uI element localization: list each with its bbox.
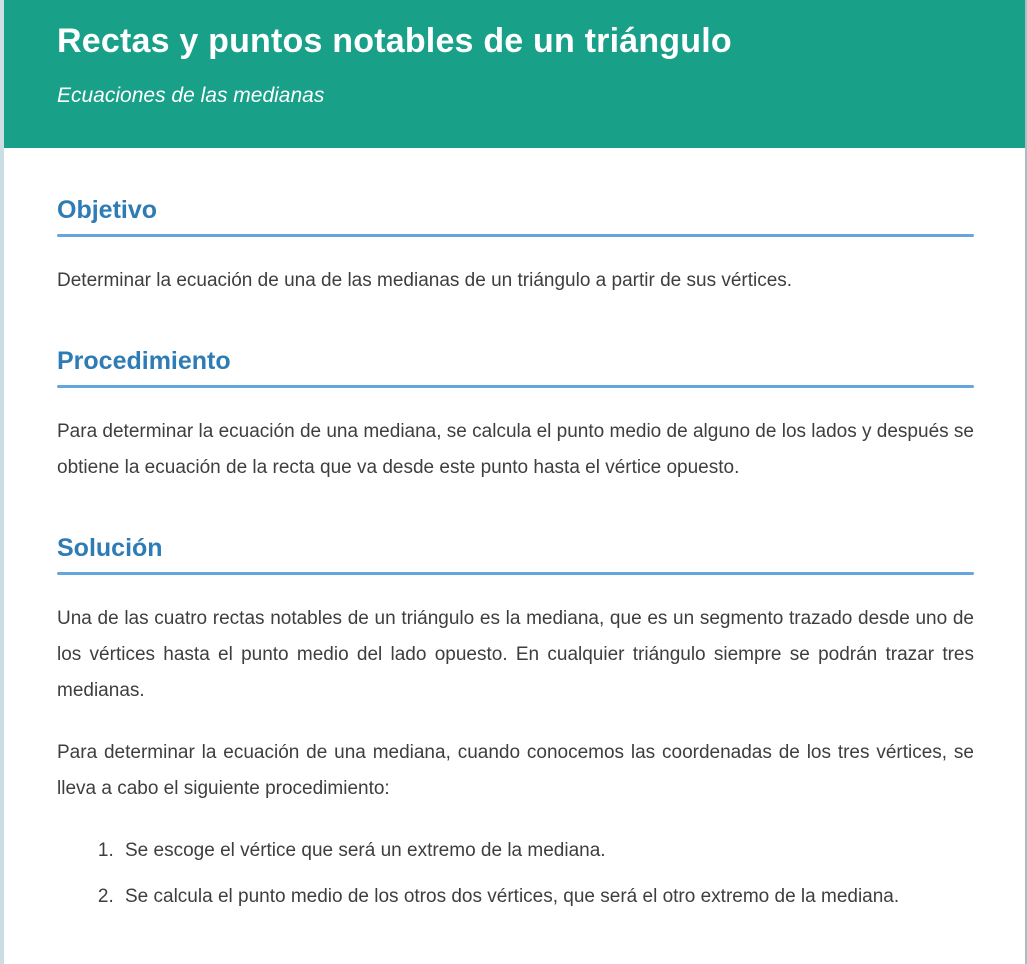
paragraph-objetivo: Determinar la ecuación de una de las medianas de un triángulo a partir de sus vértices. (57, 270, 793, 291)
heading-underline (57, 234, 974, 237)
paragraph-procedimiento: Para determinar la ecuación de una mediana, se calcula el punto medio de alguno de los lados y después se obtiene la ecuación de la recta que va desde este punto hasta el vértice opuesto. (57, 421, 974, 478)
paragraph-solucion-2: Para determinar la ecuación de una mediana, cuando conocemos las coordenadas de los tres vértices, se lleva a cabo el siguiente procedimiento: (57, 742, 974, 799)
heading-underline (57, 385, 974, 388)
section-heading-procedimiento: Procedimiento (57, 347, 231, 375)
list-item-2: 2. Se calcula el punto medio de los otros dos vértices, que será el otro extremo de la mediana. (119, 879, 974, 915)
section-objetivo (57, 196, 974, 299)
procedure-steps-list (57, 833, 974, 915)
page-subtitle: Ecuaciones de las medianas (57, 84, 325, 107)
page-title: Rectas y puntos notables de un triángulo (57, 22, 732, 60)
document-body (4, 196, 1025, 915)
section-heading-solucion: Solución (57, 534, 163, 562)
section-procedimiento (57, 347, 974, 486)
list-item-1: 1. Se escoge el vértice que será un extremo de la mediana. (119, 833, 974, 869)
section-solucion (57, 534, 974, 915)
paragraph-solucion-1: Una de las cuatro rectas notables de un triángulo es la mediana, que es un segmento trazado desde uno de los vértices hasta el punto medio del lado opuesto. En cualquier triángulo siempre se podrán trazar tres medianas. (57, 608, 974, 701)
document-banner (4, 0, 1025, 148)
heading-underline (57, 572, 974, 575)
section-heading-objetivo: Objetivo (57, 196, 158, 224)
